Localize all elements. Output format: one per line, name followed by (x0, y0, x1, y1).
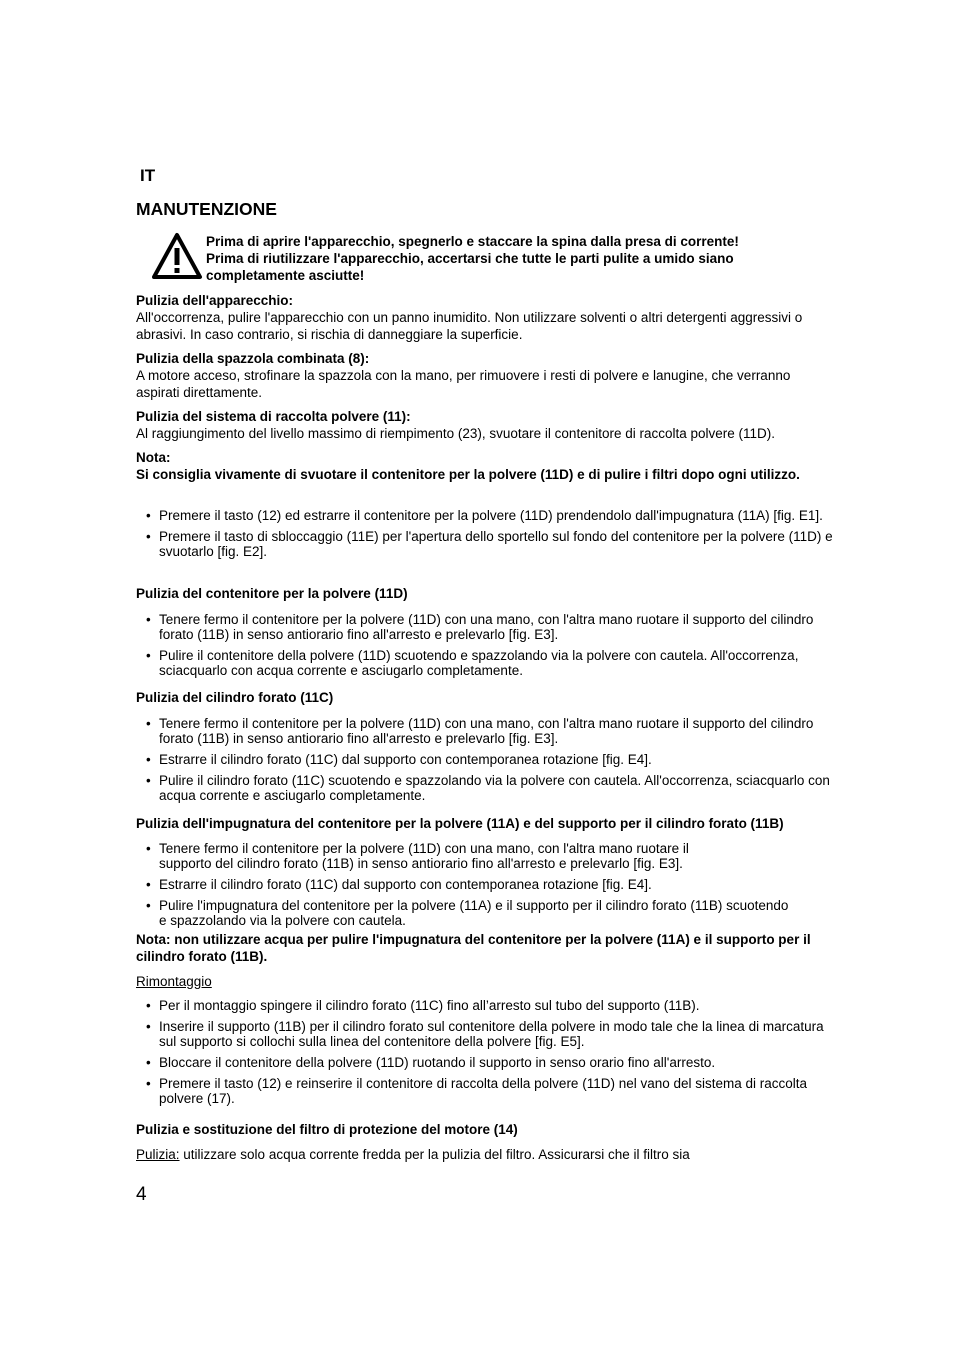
list-item: • Pulire il contenitore della polvere (11D) scuotendo e spazzolando via la polvere con cautela. All'occorrenza, sciacquarlo con acqua corrente e asciugarlo completamente. (146, 648, 799, 678)
list-item: • Premere il tasto (12) ed estrarre il contenitore per la polvere (11D) prendendolo dall'impugnatura (11A) [fig. E1]. (146, 508, 823, 523)
section-text: All'occorrenza, pulire l'apparecchio con un panno inumidito. Non utilizzare solventi o altri detergenti aggressivi o abrasivi. In caso contrario, si rischia di danneggiare la superficie. (136, 310, 803, 342)
bullet-icon: • (146, 1055, 151, 1070)
section-dust-system (136, 408, 856, 442)
bullet-icon: • (146, 1019, 151, 1034)
section-heading-handle: Pulizia dell'impugnatura del contenitore per la polvere (11A) e del supporto per il cilindro forato (11B) (136, 816, 784, 831)
note-text: Si consiglia vivamente di svuotare il contenitore per la polvere (11D) e di pulire i filtri dopo ogni utilizzo. (136, 467, 800, 482)
list-item: • Tenere fermo il contenitore per la polvere (11D) con una mano, con l'altra mano ruotare il supporto del cilindro forato (11B) in senso antiorario fino all'arresto e prelevarlo [fig. E3]. (146, 612, 814, 642)
bullet-icon: • (146, 612, 151, 627)
page-number: 4 (136, 1184, 147, 1205)
section-heading: Pulizia del sistema di raccolta polvere (11): (136, 409, 411, 424)
section-heading-cylinder: Pulizia del cilindro forato (11C) (136, 690, 334, 705)
steps-list-handle (146, 841, 836, 934)
bullet-icon: • (146, 752, 151, 767)
bullet-icon: • (146, 898, 151, 913)
bullet-icon: • (146, 648, 151, 663)
warning-triangle-icon (151, 232, 203, 280)
steps-list-emptying (146, 508, 836, 565)
section-heading-filter: Pulizia e sostituzione del filtro di protezione del motore (14) (136, 1122, 518, 1137)
note-warning-water: Nota: non utilizzare acqua per pulire l'impugnatura del contenitore per la polvere (11A) e il supporto per il cilindro forato (11B). (136, 932, 811, 964)
list-item: • Premere il tasto di sbloccaggio (11E) per l'apertura dello sportello sul fondo del contenitore per la polvere (11D) e svuotarlo [fig. E2]. (146, 529, 833, 559)
list-item: • Per il montaggio spingere il cilindro forato (11C) fino all’arresto sul tubo del supporto (11B). (146, 998, 700, 1013)
section-brush-cleaning (136, 350, 836, 401)
section-heading: Pulizia dell'apparecchio: (136, 293, 294, 308)
note-label: Nota: (136, 450, 171, 465)
bullet-icon: • (146, 508, 151, 523)
bullet-icon: • (146, 1076, 151, 1091)
filter-cleaning-body: utilizzare solo acqua corrente fredda per la pulizia del filtro. Assicurarsi che il filtro sia (179, 1147, 690, 1162)
list-item: • Tenere fermo il contenitore per la polvere (11D) con una mano, con l'altra mano ruotare il supporto del cilindro forato (11B) in senso antiorario fino all'arresto e prelevarlo [fig. E3]. (146, 841, 689, 871)
section-text: Al raggiungimento del livello massimo di riempimento (23), svuotare il contenitore di raccolta polvere (11D). (136, 426, 776, 441)
list-item: • Bloccare il contenitore della polvere (11D) ruotando il supporto in senso orario fino all'arresto. (146, 1055, 716, 1070)
section-heading-container: Pulizia del contenitore per la polvere (11D) (136, 586, 408, 601)
bullet-icon: • (146, 841, 151, 856)
steps-list-cylinder (146, 716, 836, 809)
steps-list-reassembly (146, 998, 836, 1112)
section-text: A motore acceso, strofinare la spazzola con la mano, per rimuovere i resti di polvere e lanugine, che verranno aspirati direttamente. (136, 368, 791, 400)
list-item: • Pulire il cilindro forato (11C) scuotendo e spazzolando via la polvere con cautela. All'occorrenza, sciacquarlo con acqua corrente e asciugarlo completamente. (146, 773, 830, 803)
bullet-icon: • (146, 529, 151, 544)
filter-cleaning-label: Pulizia: (136, 1147, 180, 1162)
section-device-cleaning (136, 292, 836, 343)
note-block (136, 449, 826, 483)
language-code: IT (140, 166, 156, 185)
list-item: • Inserire il supporto (11B) per il cilindro forato sul contenitore della polvere in modo tale che la linea di marcatura sul supporto si collochi sulla linea del contenitore della polvere [fig. E5]. (146, 1019, 824, 1049)
page-title: MANUTENZIONE (136, 199, 277, 219)
warning-line: Prima di aprire l'apparecchio, spegnerlo e staccare la spina dalla presa di corrente! (206, 234, 739, 249)
bullet-icon: • (146, 773, 151, 788)
warning-line: Prima di riutilizzare l'apparecchio, accertarsi che tutte le parti pulite a umido siano completamente asciutte! (206, 251, 734, 283)
list-item: • Estrarre il cilindro forato (11C) dal supporto con contemporanea rotazione [fig. E4]. (146, 752, 652, 767)
list-item: • Tenere fermo il contenitore per la polvere (11D) con una mano, con l'altra mano ruotare il supporto del cilindro forato (11B) in senso antiorario fino all'arresto e prelevarlo [fig. E3]. (146, 716, 814, 746)
steps-list-container (146, 612, 836, 684)
section-heading-reassembly: Rimontaggio (136, 974, 212, 989)
list-item: • Estrarre il cilindro forato (11C) dal supporto con contemporanea rotazione [fig. E4]. (146, 877, 652, 892)
filter-cleaning-text (136, 1146, 856, 1163)
bullet-icon: • (146, 998, 151, 1013)
list-item: • Premere il tasto (12) e reinserire il contenitore di raccolta della polvere (11D) nel vano del sistema di raccolta polvere (17). (146, 1076, 808, 1106)
bullet-icon: • (146, 877, 151, 892)
warning-text (206, 233, 826, 284)
section-heading: Pulizia della spazzola combinata (8): (136, 351, 370, 366)
list-item: • Pulire l'impugnatura del contenitore per la polvere (11A) e il supporto per il cilindro forato (11B) scuotendo e spazzolando via la polvere con cautela. (146, 898, 789, 928)
bullet-icon: • (146, 716, 151, 731)
